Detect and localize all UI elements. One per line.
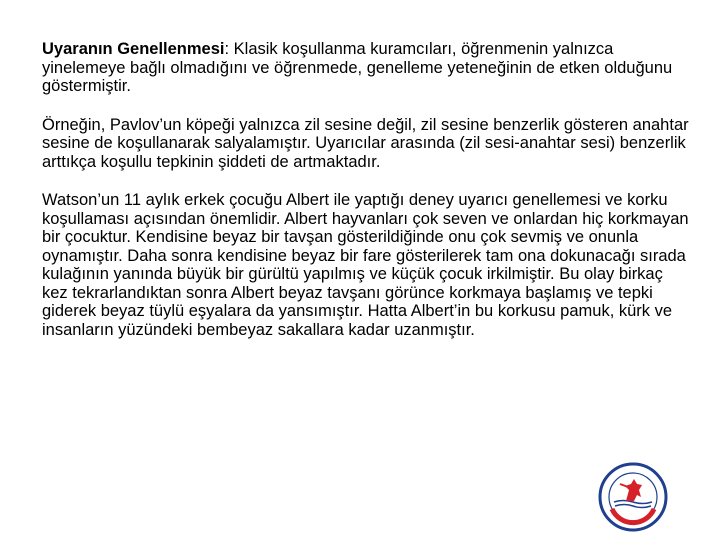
paragraph-lead-term: Uyaranın Genellenmesi [42, 40, 225, 58]
paragraph-pavlov-example [42, 116, 692, 172]
paragraph-stimulus-generalization [42, 40, 692, 96]
paragraph-text: : Klasik koşullanma kuramcıları, öğrenmenin yalnızca yinelemeye bağlı olmadığını ve öğrenmede, genelleme yeteneğinin de etken olduğunu göstermiştir. [42, 40, 673, 95]
paragraph-little-albert [42, 191, 692, 339]
university-seal-icon [598, 462, 668, 532]
paragraph-text: Watson’un 11 aylık erkek çocuğu Albert ile yaptığı deney uyarıcı genellemesi ve korku koşullaması açısından önemlidir. Albert hayvanları çok seven ve onlardan hiç korkmayan bir çocuktur. Kendisine beyaz bir tavşan gösterildiğinde onu çok sevmiş ve onunla oynamıştır. Daha sonra kendisine beyaz bir fare gösterilerek tam ona dokunacağı sırada kulağının yanında büyük bir gürültü yapılmış ve küçük çocuk irkilmiştir. Bu olay birkaç kez tekrarlandıktan sonra Albert beyaz tavşanı görünce korkmaya başlamış ve tepki giderek beyaz tüylü eşyalara da yansımıştır. Hatta Albert’in bu korkusu pamuk, kürk ve insanların yüzündeki bembeyaz sakallara kadar uzanmıştır. [42, 191, 689, 339]
paragraph-text: Örneğin, Pavlov’un köpeği yalnızca zil sesine değil, zil sesine benzerlik gösteren anahtar sesine de koşullanarak salyalamıştır. Uyarıcılar arasında (zil sesi-anahtar sesi) benzerlik arttıkça koşullu tepkinin şiddeti de artmaktadır. [42, 115, 689, 171]
svg-text:· · · ·: · · · · [628, 521, 638, 526]
slide-body [42, 40, 692, 359]
